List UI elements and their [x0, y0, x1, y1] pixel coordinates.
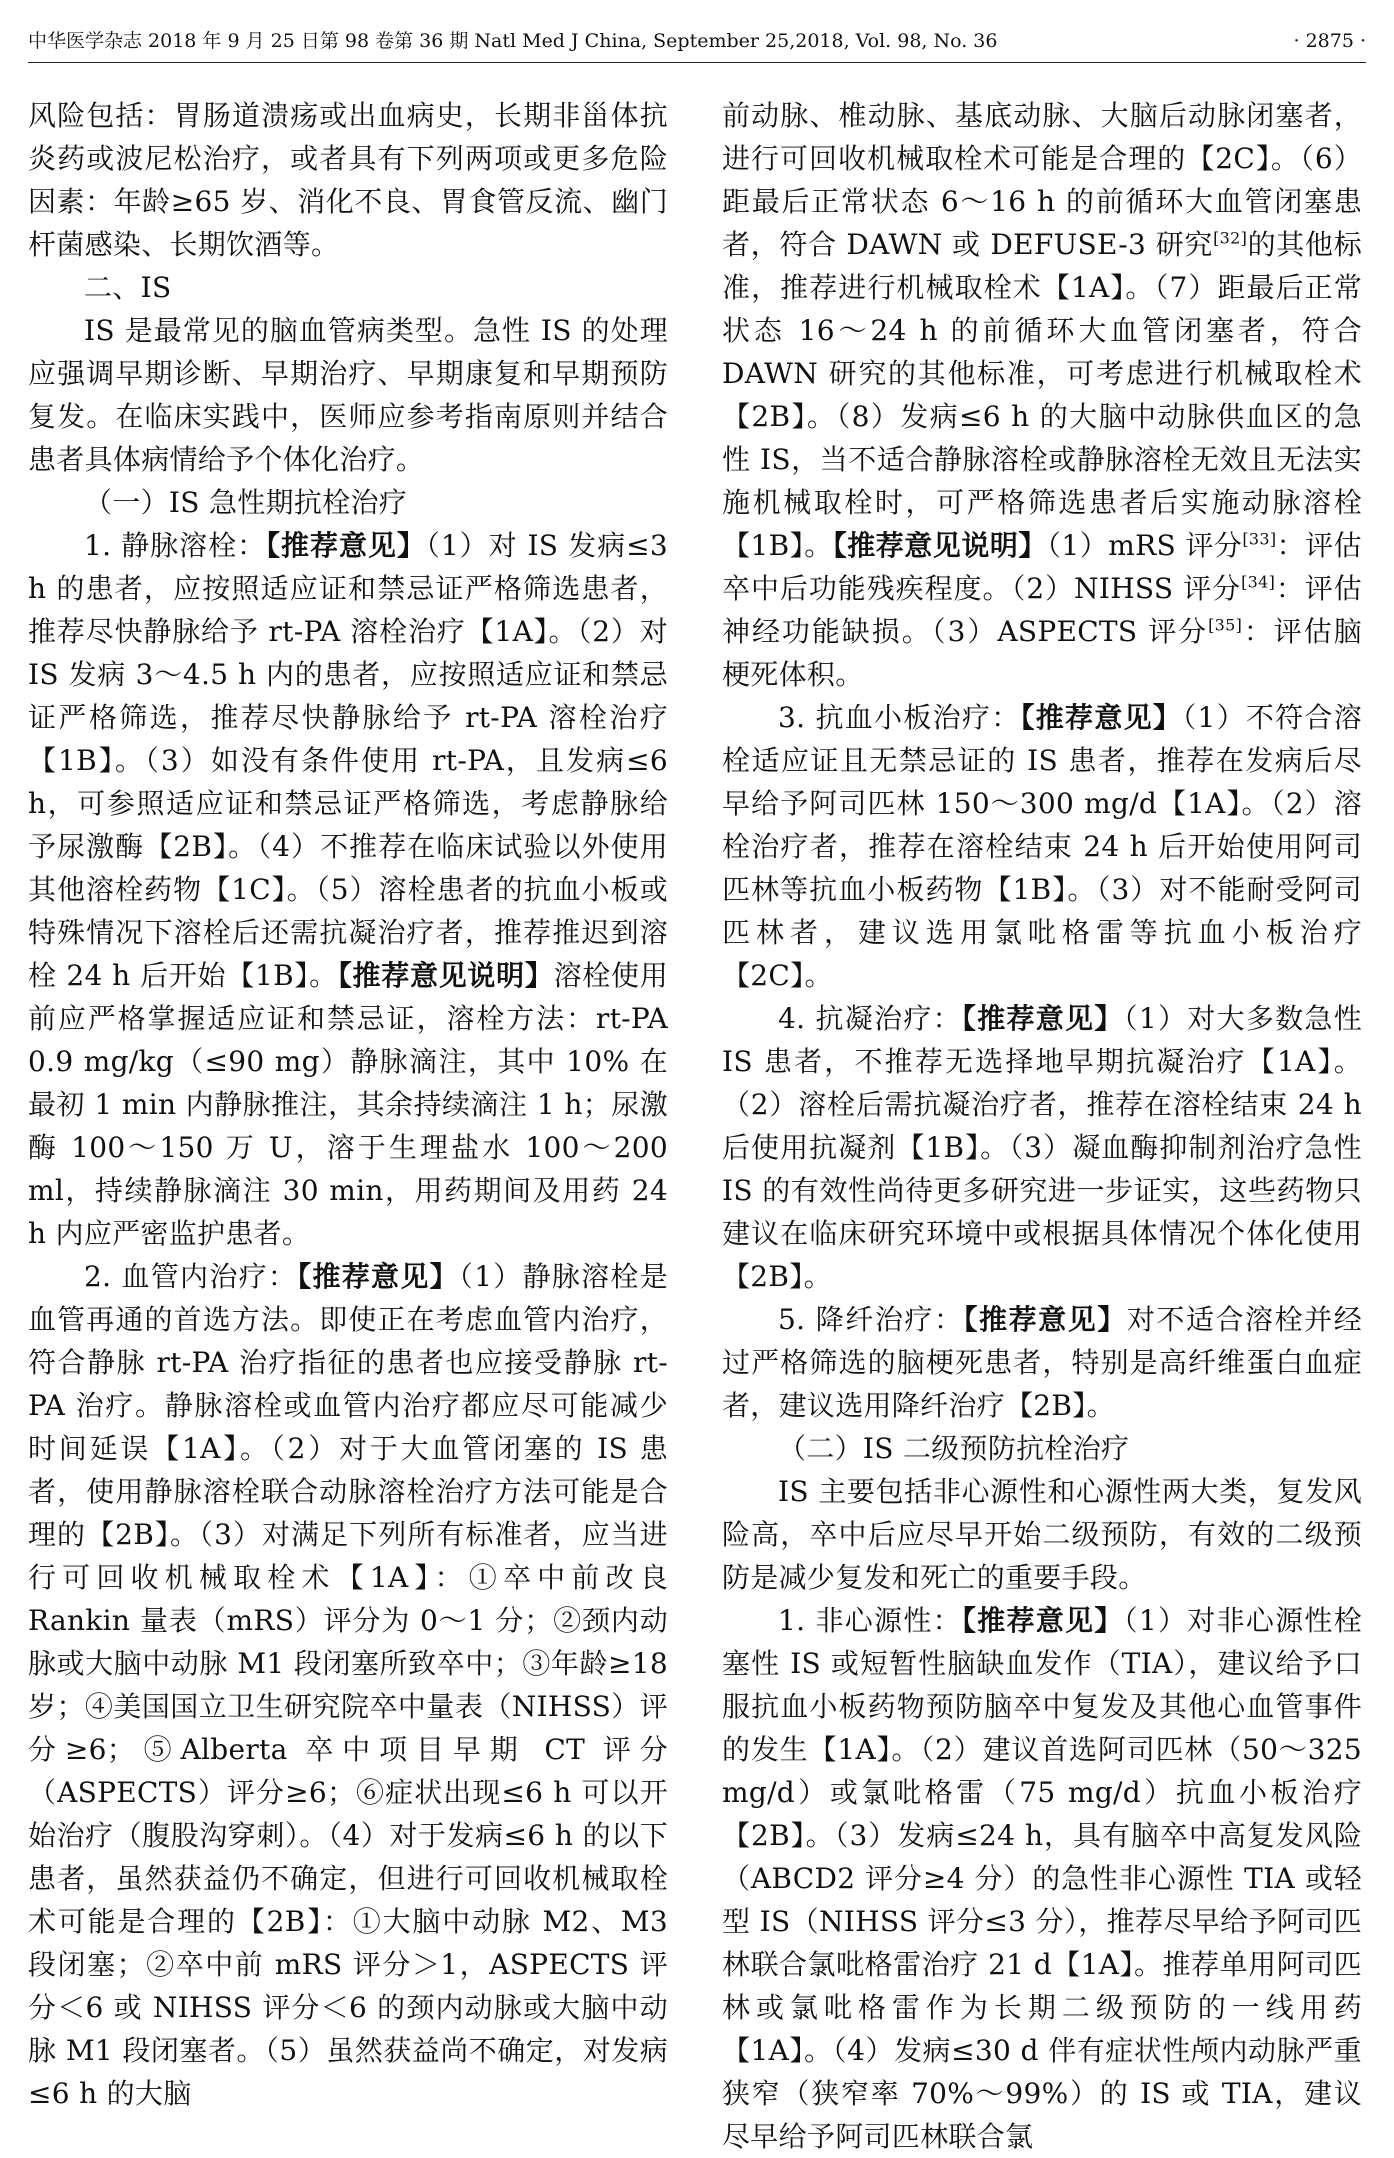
- section-heading: （一）IS 急性期抗栓治疗: [84, 486, 408, 519]
- body-paragraph: 3. 抗血小板治疗：【推荐意见】（1）不符合溶栓适应证且无禁忌证的 IS 患者，推荐在发病后尽早给予阿司匹林 150～300 mg/d【1A】。（2）溶栓治疗者，推荐在溶栓结束 24 h 后开始使用阿司匹林等抗血小板药物【1B】。（3）对不能耐受阿司匹林者，建议选用氯吡格雷等抗血小板治疗【2C】。: [722, 701, 1362, 992]
- recommendation-label: 【推荐意见】: [1020, 701, 1183, 734]
- body-paragraph: IS 主要包括非心源性和心源性两大类，复发风险高，卒中后应尽早开始二级预防，有效的二级预防是减少复发和死亡的重要手段。: [722, 1475, 1362, 1594]
- recommendation-label: 【推荐意见说明】: [832, 529, 1047, 562]
- running-header: [28, 26, 1366, 63]
- reference-citation: [32]: [1213, 228, 1248, 248]
- reference-citation: [33]: [1242, 529, 1277, 549]
- reference-citation: [34]: [1241, 572, 1276, 592]
- body-paragraph: 风险包括：胃肠道溃疡或出血病史，长期非甾体抗炎药或波尼松治疗，或者具有下列两项或更多危险因素：年龄≥65 岁、消化不良、胃食管反流、幽门杆菌感染、长期饮酒等。: [28, 99, 668, 261]
- section-heading: 二、IS: [84, 271, 172, 304]
- journal-citation: 中华医学杂志 2018 年 9 月 25 日第 98 卷第 36 期 Natl Med J China, September 25,2018, Vol. 98, No. 36: [28, 30, 998, 52]
- recommendation-label: 【推荐意见】: [961, 1604, 1124, 1637]
- right-column: [722, 94, 1362, 2158]
- body-paragraph: 4. 抗凝治疗：【推荐意见】（1）对大多数急性 IS 患者，不推荐无选择地早期抗凝治疗【1A】。（2）溶栓后需抗凝治疗者，推荐在溶栓结束 24 h 后使用抗凝剂【1B】。（3）凝血酶抑制剂治疗急性 IS 的有效性尚待更多研究进一步证实，这些药物只建议在临床研究环境中或根据具体情况个体化使用【2B】。: [722, 1002, 1362, 1293]
- reference-citation: [35]: [1208, 615, 1243, 635]
- page-number: · 2875 ·: [1293, 30, 1366, 52]
- body-paragraph: 1. 静脉溶栓：【推荐意见】（1）对 IS 发病≤3 h 的患者，应按照适应证和禁忌证严格筛选患者，推荐尽快静脉给予 rt-PA 溶栓治疗【1A】。（2）对 IS 发病 3～4.5 h 内的患者，应按照适应证和禁忌证严格筛选，推荐尽快静脉给予 rt-PA 溶栓治疗【1B】。（3）如没有条件使用 rt-PA，且发病≤6 h，可参照适应证和禁忌证严格筛选，考虑静脉给予尿激酶【2B】。（4）不推荐在临床试验以外使用其他溶栓药物【1C】。（5）溶栓患者的抗血小板或特殊情况下溶栓后还需抗凝治疗者，推荐推迟到溶栓 24 h 后开始【1B】。【推荐意见说明】溶栓使用前应严格掌握适应证和禁忌证，溶栓方法：rt-PA 0.9 mg/kg（≤90 mg）静脉滴注，其中 10% 在最初 1 min 内静脉推注，其余持续滴注 1 h；尿激酶 100～150 万 U，溶于生理盐水 100～200 ml，持续静脉滴注 30 min，用药期间及用药 24 h 内应严密监护患者。: [28, 529, 669, 1250]
- body-paragraph: 5. 降纤治疗：【推荐意见】对不适合溶栓并经过严格筛选的脑梗死患者，特别是高纤维蛋白血症者，建议选用降纤治疗【2B】。: [722, 1303, 1362, 1422]
- body-paragraph: 1. 非心源性：【推荐意见】（1）对非心源性栓塞性 IS 或短暂性脑缺血发作（TIA），建议给予口服抗血小板药物预防脑卒中复发及其他心血管事件的发生【1A】。（2）建议首选阿司匹林（50～325 mg/d）或氯吡格雷（75 mg/d）抗血小板治疗【2B】。（3）发病≤24 h，具有脑卒中高复发风险（ABCD2 评分≥4 分）的急性非心源性 TIA 或轻型 IS（NIHSS 评分≤3 分），推荐尽早给予阿司匹林联合氯吡格雷治疗 21 d【1A】。推荐单用阿司匹林或氯吡格雷作为长期二级预防的一线用药【1A】。（4）发病≤30 d 伴有症状性颅内动脉严重狭窄（狭窄率 70%～99%）的 IS 或 TIA，建议尽早给予阿司匹林联合氯: [722, 1604, 1362, 2153]
- recommendation-label: 【推荐意见说明】: [337, 959, 554, 992]
- section-heading: （二）IS 二级预防抗栓治疗: [778, 1432, 1130, 1465]
- recommendation-label: 【推荐意见】: [963, 1303, 1127, 1336]
- body-paragraph: IS 是最常见的脑血管病类型。急性 IS 的处理应强调早期诊断、早期治疗、早期康复和早期预防复发。在临床实践中，医师应参考指南原则并结合患者具体病情给予个体化治疗。: [28, 314, 668, 476]
- recommendation-label: 【推荐意见】: [297, 1260, 459, 1293]
- body-paragraph: 2. 血管内治疗：【推荐意见】（1）静脉溶栓是血管再通的首选方法。即使正在考虑血管内治疗，符合静脉 rt-PA 治疗指征的患者也应接受静脉 rt-PA 治疗。静脉溶栓或血管内治疗都应尽可能减少时间延误【1A】。（2）对于大血管闭塞的 IS 患者，使用静脉溶栓联合动脉溶栓治疗方法可能是合理的【2B】。（3）对满足下列所有标准者，应当进行可回收机械取栓术【1A】：①卒中前改良 Rankin 量表（mRS）评分为 0～1 分；②颈内动脉或大脑中动脉 M1 段闭塞所致卒中；③年龄≥18 岁；④美国国立卫生研究院卒中量表（NIHSS）评分≥6；⑤Alberta 卒中项目早期 CT 评分（ASPECTS）评分≥6；⑥症状出现≤6 h 可以开始治疗（腹股沟穿刺）。（4）对于发病≤6 h 的以下患者，虽然获益仍不确定，但进行可回收机械取栓术可能是合理的【2B】：①大脑中动脉 M2、M3 段闭塞；②卒中前 mRS 评分＞1，ASPECTS 评分＜6 或 NIHSS 评分＜6 的颈内动脉或大脑中动脉 M1 段闭塞者。（5）虽然获益尚不确定，对发病≤6 h 的大脑: [28, 1260, 668, 2110]
- recommendation-label: 【推荐意见】: [266, 529, 426, 562]
- recommendation-label: 【推荐意见】: [961, 1002, 1124, 1035]
- left-column: [28, 94, 668, 2115]
- body-paragraph: 前动脉、椎动脉、基底动脉、大脑后动脉闭塞者，进行可回收机械取栓术可能是合理的【2C】。（6）距最后正常状态 6～16 h 的前循环大血管闭塞患者，符合 DAWN 或 DEFUSE-3 研究[32]的其他标准，推荐进行机械取栓术【1A】。（7）距最后正常状态 16～24 h 的前循环大血管闭塞者，符合 DAWN 研究的其他标准，可考虑进行机械取栓术【2B】。（8）发病≤6 h 的大脑中动脉供血区的急性 IS，当不适合静脉溶栓或静脉溶栓无效且无法实施机械取栓时，可严格筛选患者后实施动脉溶栓【1B】。【推荐意见说明】（1）mRS 评分[33]：评估卒中后功能残疾程度。（2）NIHSS 评分[34]：评估神经功能缺损。（3）ASPECTS 评分[35]：评估脑梗死体积。: [722, 99, 1362, 691]
